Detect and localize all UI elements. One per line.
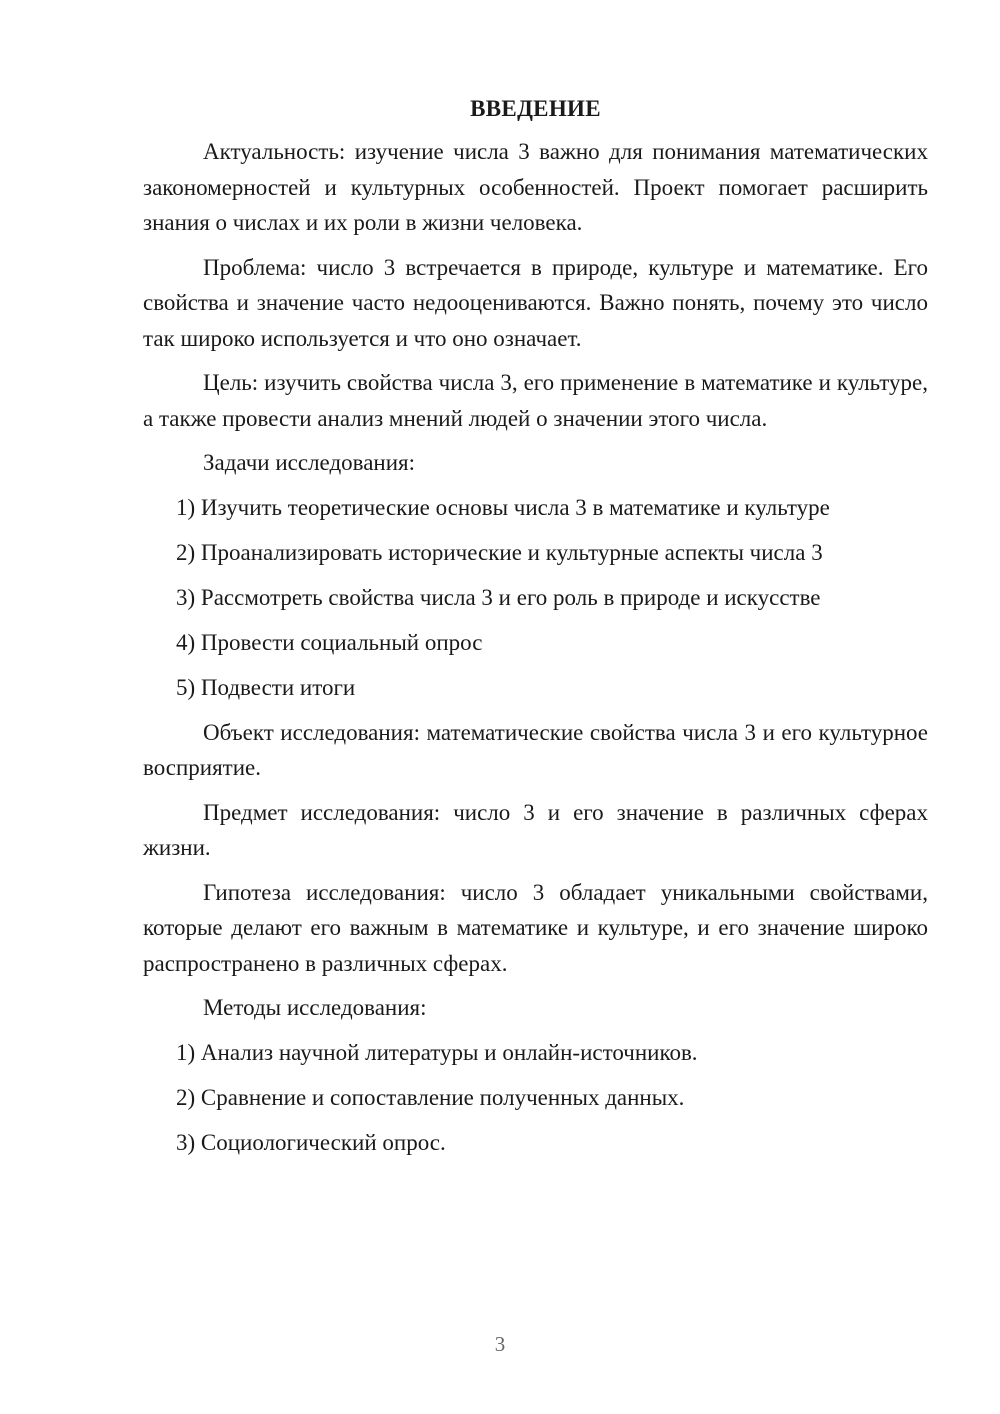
goal-paragraph: Цель: изучить свойства числа 3, его применение в математике и культуре, а также провести анализ мнений людей о значении этого числа. bbox=[143, 370, 928, 431]
relevance-paragraph: Актуальность: изучение числа 3 важно для понимания математических закономерностей и культурных особенностей. Проект помогает расширить знания о числах и их роли в жизни человека. bbox=[143, 139, 928, 235]
task-item: 5) Подвести итоги bbox=[176, 674, 356, 700]
subject-paragraph: Предмет исследования: число 3 и его значение в различных сферах жизни. bbox=[143, 799, 928, 860]
task-item: 3) Рассмотреть свойства числа 3 и его роль в природе и искусстве bbox=[176, 584, 821, 610]
methods-list bbox=[143, 1035, 928, 1161]
problem-paragraph: Проблема: число 3 встречается в природе, культуре и математике. Его свойства и значение часто недооцениваются. Важно понять, почему это число так широко используется и что оно означает. bbox=[143, 254, 928, 351]
method-item: 1) Анализ научной литературы и онлайн-источников. bbox=[176, 1039, 698, 1065]
task-item: 1) Изучить теоретические основы числа 3 в математике и культуре bbox=[176, 494, 830, 520]
tasks-heading: Задачи исследования: bbox=[203, 450, 416, 475]
tasks-list bbox=[143, 490, 928, 706]
object-paragraph: Объект исследования: математические свойства числа 3 и его культурное восприятие. bbox=[143, 719, 928, 780]
hypothesis-paragraph: Гипотеза исследования: число 3 обладает уникальными свойствами, которые делают его важным в математике и культуре, и его значение широко распространено в различных сферах. bbox=[143, 879, 928, 976]
section-title: ВВЕДЕНИЕ bbox=[470, 96, 601, 121]
method-item: 3) Социологический опрос. bbox=[176, 1129, 446, 1155]
page-number: 3 bbox=[494, 1332, 506, 1356]
methods-heading: Методы исследования: bbox=[203, 995, 427, 1020]
task-item: 4) Провести социальный опрос bbox=[176, 629, 483, 655]
method-item: 2) Сравнение и сопоставление полученных данных. bbox=[176, 1084, 685, 1110]
task-item: 2) Проанализировать исторические и культурные аспекты числа 3 bbox=[176, 539, 823, 565]
